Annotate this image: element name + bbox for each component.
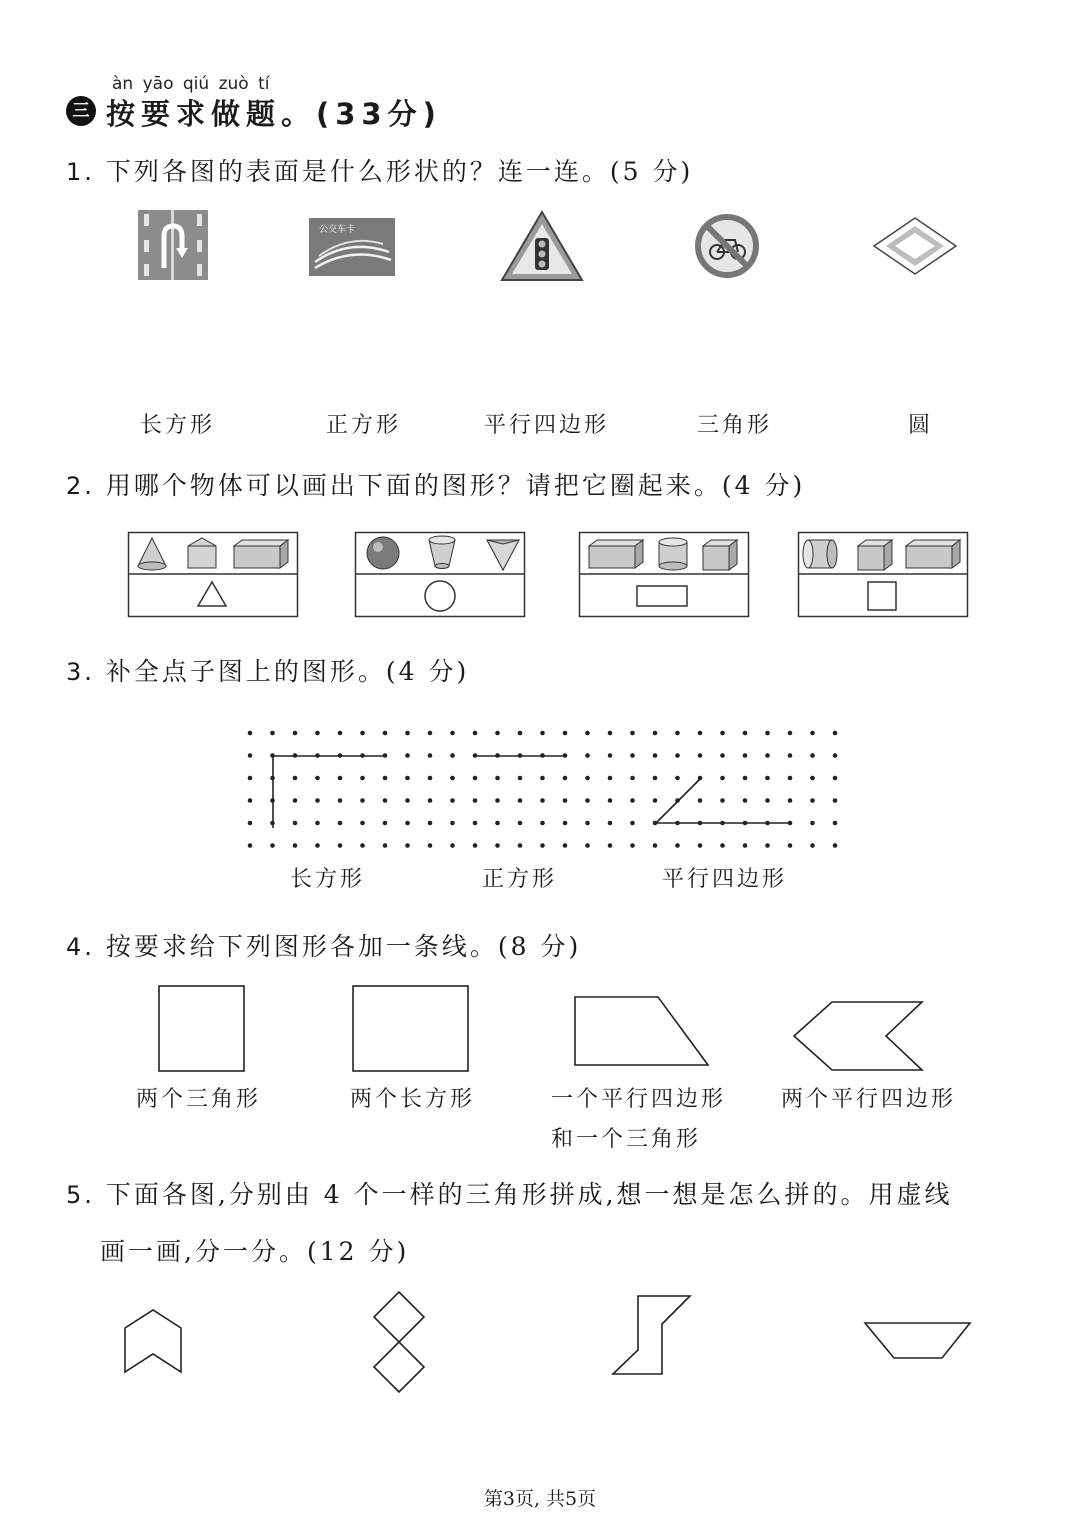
grid-dot[interactable]	[720, 798, 725, 803]
grid-dot[interactable]	[450, 753, 455, 758]
q4-label-parallelogram-triangle: 一个平行四边形	[551, 1087, 727, 1112]
q1-label-triangle[interactable]: 三角形	[697, 413, 773, 438]
grid-dot[interactable]	[270, 731, 275, 736]
grid-dot[interactable]	[495, 843, 500, 848]
q1-label-rectangle[interactable]: 长方形	[140, 413, 216, 438]
cylinder-icon[interactable]	[659, 538, 687, 570]
cube-icon[interactable]	[703, 540, 737, 570]
q3-label-square: 正方形	[482, 867, 558, 892]
grid-dot[interactable]	[608, 843, 613, 848]
grid-dot[interactable]	[608, 798, 613, 803]
grid-dot[interactable]	[518, 731, 523, 736]
grid-dot[interactable]	[540, 821, 545, 826]
q4-square-shape[interactable]	[158, 985, 246, 1073]
question-1	[66, 152, 693, 188]
grid-dot[interactable]	[720, 731, 725, 736]
grid-dot[interactable]	[788, 843, 793, 848]
grid-dot[interactable]	[248, 843, 253, 848]
grid-dot[interactable]	[450, 776, 455, 781]
q1-label-parallelogram[interactable]: 平行四边形	[484, 413, 610, 438]
grid-dot[interactable]	[518, 798, 523, 803]
grid-dot[interactable]	[653, 843, 658, 848]
grid-dot[interactable]	[563, 776, 568, 781]
grid-dot[interactable]	[563, 821, 568, 826]
grid-dot[interactable]	[540, 731, 545, 736]
grid-dot[interactable]	[383, 776, 388, 781]
q2-box-2	[355, 532, 525, 618]
grid-dot[interactable]	[383, 843, 388, 848]
grid-dot[interactable]	[338, 843, 343, 848]
grid-dot[interactable]	[810, 843, 815, 848]
grid-dot[interactable]	[833, 798, 838, 803]
page-number-footer: 第3页, 共5页	[483, 1488, 597, 1510]
question-2-number: 2.	[66, 472, 95, 500]
grid-dot[interactable]	[743, 843, 748, 848]
grid-dot[interactable]	[630, 821, 635, 826]
grid-dot[interactable]	[630, 798, 635, 803]
grid-dot[interactable]	[585, 731, 590, 736]
question-4-number: 4.	[66, 933, 95, 961]
grid-dot[interactable]	[833, 731, 838, 736]
grid-dot[interactable]	[293, 843, 298, 848]
grid-dot[interactable]	[405, 843, 410, 848]
grid-dot[interactable]	[450, 798, 455, 803]
grid-dot[interactable]	[675, 731, 680, 736]
grid-dot[interactable]	[653, 731, 658, 736]
partial-rectangle-line	[273, 756, 386, 828]
q4-label-two-rectangles: 两个长方形	[350, 1087, 476, 1112]
section-badge-text: 三	[72, 101, 90, 121]
question-5-line2: 画一画,分一分。(12 分)	[100, 1237, 410, 1266]
q5-z-shape[interactable]	[610, 1292, 694, 1378]
grid-dot[interactable]	[675, 843, 680, 848]
grid-dot[interactable]	[765, 753, 770, 758]
grid-dot[interactable]	[405, 753, 410, 758]
grid-dot[interactable]	[540, 843, 545, 848]
grid-dot[interactable]	[293, 798, 298, 803]
grid-dot[interactable]	[810, 731, 815, 736]
grid-dot[interactable]	[405, 776, 410, 781]
q4-label-parallelogram-triangle-line2: 和一个三角形	[551, 1127, 702, 1152]
grid-dot[interactable]	[473, 798, 478, 803]
grid-dot[interactable]	[675, 776, 680, 781]
cuboid-icon[interactable]	[234, 540, 288, 568]
cuboid-icon[interactable]	[906, 540, 960, 568]
grid-dot[interactable]	[630, 753, 635, 758]
q3-label-rectangle: 长方形	[290, 867, 366, 892]
grid-dot[interactable]	[810, 776, 815, 781]
dot-grid-dots	[248, 731, 838, 848]
grid-dot[interactable]	[315, 798, 320, 803]
diamond-sign-icon[interactable]	[872, 216, 958, 276]
grid-dot[interactable]	[608, 753, 613, 758]
grid-dot[interactable]	[360, 798, 365, 803]
q5-arrow-shape[interactable]	[122, 1308, 186, 1376]
grid-dot[interactable]	[360, 731, 365, 736]
q5-trapezoid-shape[interactable]	[862, 1320, 974, 1362]
grid-dot[interactable]	[743, 731, 748, 736]
grid-dot[interactable]	[293, 821, 298, 826]
grid-dot[interactable]	[788, 753, 793, 758]
grid-dot[interactable]	[608, 731, 613, 736]
grid-dot[interactable]	[315, 843, 320, 848]
grid-dot[interactable]	[248, 776, 253, 781]
grid-dot[interactable]	[338, 798, 343, 803]
grid-dot[interactable]	[585, 776, 590, 781]
grid-dot[interactable]	[540, 776, 545, 781]
grid-dot[interactable]	[630, 731, 635, 736]
grid-dot[interactable]	[743, 776, 748, 781]
grid-dot[interactable]	[315, 821, 320, 826]
question-2	[66, 466, 805, 502]
grid-dot[interactable]	[315, 776, 320, 781]
cuboid-icon[interactable]	[589, 540, 643, 568]
grid-dot[interactable]	[585, 821, 590, 826]
cube-icon[interactable]	[858, 540, 892, 570]
grid-dot[interactable]	[608, 821, 613, 826]
grid-dot[interactable]	[653, 798, 658, 803]
u-turn-road-sign-icon[interactable]	[138, 210, 208, 280]
grid-dot[interactable]	[383, 821, 388, 826]
grid-dot[interactable]	[473, 776, 478, 781]
grid-dot[interactable]	[540, 798, 545, 803]
grid-dot[interactable]	[563, 798, 568, 803]
grid-dot[interactable]	[608, 776, 613, 781]
question-2-text: 用哪个物体可以画出下面的图形？请把它圈起来。(4 分)	[105, 471, 806, 500]
grid-dot[interactable]	[788, 731, 793, 736]
grid-dot[interactable]	[473, 731, 478, 736]
grid-dot[interactable]	[765, 798, 770, 803]
no-bicycle-sign-icon[interactable]	[695, 214, 759, 278]
grid-dot[interactable]	[360, 843, 365, 848]
grid-dot[interactable]	[338, 821, 343, 826]
grid-dot[interactable]	[810, 821, 815, 826]
grid-dot[interactable]	[338, 776, 343, 781]
grid-dot[interactable]	[563, 843, 568, 848]
grid-dot[interactable]	[428, 821, 433, 826]
grid-dot[interactable]	[743, 753, 748, 758]
grid-dot[interactable]	[248, 821, 253, 826]
grid-dot[interactable]	[698, 843, 703, 848]
question-3-text: 补全点子图上的图形。(4 分)	[105, 657, 470, 686]
grid-dot[interactable]	[810, 798, 815, 803]
question-3-number: 3.	[66, 658, 95, 686]
grid-dot[interactable]	[248, 798, 253, 803]
grid-dot[interactable]	[788, 798, 793, 803]
question-4	[66, 927, 581, 963]
grid-dot[interactable]	[720, 753, 725, 758]
question-5-number: 5.	[66, 1181, 95, 1209]
q4-label-two-triangles: 两个三角形	[136, 1087, 262, 1112]
section-pinyin: àn yāo qiú zuò tí	[112, 74, 270, 94]
grid-dot[interactable]	[833, 753, 838, 758]
grid-dot[interactable]	[428, 798, 433, 803]
traffic-light-warning-sign-icon[interactable]	[500, 210, 584, 282]
grid-dot[interactable]	[630, 776, 635, 781]
grid-dot[interactable]	[585, 843, 590, 848]
grid-dot[interactable]	[518, 776, 523, 781]
grid-dot[interactable]	[383, 731, 388, 736]
q3-label-parallelogram: 平行四边形	[662, 867, 788, 892]
grid-dot[interactable]	[428, 843, 433, 848]
q2-box-3	[579, 532, 749, 618]
grid-dot[interactable]	[630, 843, 635, 848]
q4-label-two-parallelograms: 两个平行四边形	[781, 1087, 957, 1112]
question-5-text-line1: 下面各图,分别由 4 个一样的三角形拼成,想一想是怎么拼的。用虚线	[105, 1180, 953, 1209]
grid-dot[interactable]	[450, 843, 455, 848]
grid-dot[interactable]	[270, 843, 275, 848]
grid-dot[interactable]	[765, 843, 770, 848]
grid-dot[interactable]	[720, 776, 725, 781]
grid-dot[interactable]	[495, 798, 500, 803]
grid-dot[interactable]	[405, 821, 410, 826]
q5-double-diamond-shape[interactable]	[372, 1290, 428, 1396]
q1-label-square[interactable]: 正方形	[326, 413, 402, 438]
cylinder-icon[interactable]	[803, 540, 837, 568]
grid-dot[interactable]	[293, 731, 298, 736]
q4-rectangle-shape[interactable]	[352, 985, 470, 1073]
grid-dot[interactable]	[315, 731, 320, 736]
grid-dot[interactable]	[428, 753, 433, 758]
grid-dot[interactable]	[338, 731, 343, 736]
grid-dot[interactable]	[293, 776, 298, 781]
q4-trapezoid-shape[interactable]	[572, 995, 712, 1067]
grid-dot[interactable]	[405, 798, 410, 803]
grid-dot[interactable]	[383, 798, 388, 803]
grid-dot[interactable]	[473, 843, 478, 848]
q2-box-1	[128, 532, 298, 618]
grid-dot[interactable]	[698, 753, 703, 758]
grid-dot[interactable]	[810, 753, 815, 758]
question-5	[66, 1175, 953, 1211]
grid-dot[interactable]	[563, 731, 568, 736]
question-4-text: 按要求给下列图形各加一条线。(8 分)	[105, 932, 582, 961]
grid-dot[interactable]	[428, 776, 433, 781]
grid-dot[interactable]	[248, 731, 253, 736]
grid-dot[interactable]	[495, 821, 500, 826]
grid-dot[interactable]	[788, 776, 793, 781]
bus-card-icon[interactable]	[309, 218, 395, 276]
grid-dot[interactable]	[518, 821, 523, 826]
q2-box-4	[798, 532, 968, 618]
question-3	[66, 652, 469, 688]
section-number-badge	[66, 96, 96, 126]
grid-dot[interactable]	[765, 776, 770, 781]
section-title: 按要求做题。(33分)	[106, 97, 442, 131]
grid-dot[interactable]	[765, 731, 770, 736]
grid-dot[interactable]	[450, 821, 455, 826]
grid-dot[interactable]	[405, 731, 410, 736]
q4-chevron-shape[interactable]	[790, 1000, 926, 1072]
grid-dot[interactable]	[743, 798, 748, 803]
grid-dot[interactable]	[698, 731, 703, 736]
grid-dot[interactable]	[653, 753, 658, 758]
grid-dot[interactable]	[518, 843, 523, 848]
q1-label-circle[interactable]: 圆	[908, 413, 934, 438]
grid-dot[interactable]	[833, 843, 838, 848]
grid-dot[interactable]	[720, 843, 725, 848]
grid-dot[interactable]	[585, 798, 590, 803]
grid-dot[interactable]	[675, 753, 680, 758]
grid-dot[interactable]	[495, 776, 500, 781]
sphere-icon[interactable]	[367, 537, 399, 569]
grid-dot[interactable]	[360, 776, 365, 781]
grid-dot[interactable]	[450, 731, 455, 736]
grid-dot[interactable]	[585, 753, 590, 758]
grid-dot[interactable]	[473, 821, 478, 826]
dot-grid[interactable]	[240, 726, 840, 856]
grid-dot[interactable]	[833, 821, 838, 826]
grid-dot[interactable]	[698, 798, 703, 803]
grid-dot[interactable]	[495, 731, 500, 736]
bus-card-text: 公交车卡	[319, 225, 356, 235]
grid-dot[interactable]	[360, 821, 365, 826]
grid-dot[interactable]	[248, 753, 253, 758]
grid-dot[interactable]	[653, 776, 658, 781]
question-1-number: 1.	[66, 158, 95, 186]
grid-dot[interactable]	[833, 776, 838, 781]
question-1-text: 下列各图的表面是什么形状的？连一连。(5 分)	[105, 157, 694, 186]
grid-dot[interactable]	[428, 731, 433, 736]
